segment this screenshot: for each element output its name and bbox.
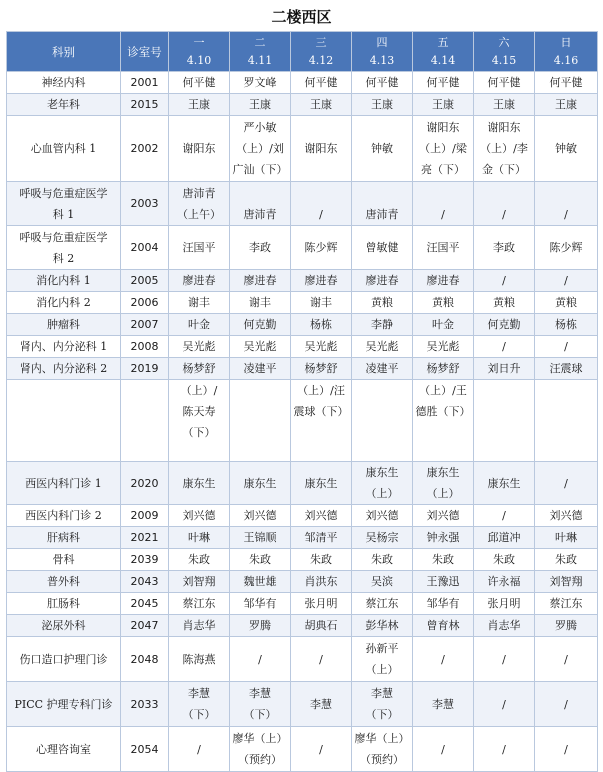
- doctor-cell: 朱政: [169, 549, 230, 571]
- doctor-cell: 刘日升: [474, 358, 535, 380]
- doctor-cell: 叶琳: [535, 527, 598, 549]
- doctor-cell: 钟敏: [535, 116, 598, 182]
- doctor-cell: 凌建平: [352, 358, 413, 380]
- header-day-wed: 三 4.12: [291, 32, 352, 72]
- doctor-cell: 黄粮: [474, 292, 535, 314]
- doctor-cell: 何平健: [291, 72, 352, 94]
- doctor-cell: 吴杨宗: [352, 527, 413, 549]
- room-cell: 2004: [121, 226, 169, 270]
- room-cell: 2043: [121, 571, 169, 593]
- doctor-cell: /: [535, 727, 598, 772]
- room-cell: 2020: [121, 462, 169, 505]
- doctor-cell: [230, 380, 291, 462]
- doctor-cell: 谢阳东: [291, 116, 352, 182]
- dept-cell: 西医内科门诊 1: [7, 462, 121, 505]
- doctor-cell: 孙新平 （上）: [352, 637, 413, 682]
- doctor-cell: 汪震球: [535, 358, 598, 380]
- doctor-cell: 王康: [413, 94, 474, 116]
- doctor-cell: 谢丰: [291, 292, 352, 314]
- table-row: [7, 94, 598, 116]
- table-row: [7, 571, 598, 593]
- room-cell: 2021: [121, 527, 169, 549]
- doctor-cell: 邱道冲: [474, 527, 535, 549]
- doctor-cell: 刘兴德: [535, 505, 598, 527]
- doctor-cell: 李慧: [413, 682, 474, 727]
- doctor-cell: 杨梦舒: [291, 358, 352, 380]
- schedule-table: [6, 31, 598, 772]
- room-cell: 2007: [121, 314, 169, 336]
- doctor-cell: 谢丰: [169, 292, 230, 314]
- doctor-cell: 吴光彪: [291, 336, 352, 358]
- doctor-cell: 康东生: [230, 462, 291, 505]
- doctor-cell: 叶金: [413, 314, 474, 336]
- table-row: [7, 292, 598, 314]
- room-cell: 2005: [121, 270, 169, 292]
- doctor-cell: 凌建平: [230, 358, 291, 380]
- doctor-cell: /: [474, 182, 535, 226]
- doctor-cell: 罗腾: [535, 615, 598, 637]
- doctor-cell: 吴光彪: [169, 336, 230, 358]
- doctor-cell: 康东生 （上）: [413, 462, 474, 505]
- doctor-cell: 唐沛青 （上午）: [169, 182, 230, 226]
- table-row: [7, 358, 598, 380]
- doctor-cell: [352, 380, 413, 462]
- table-row: [7, 549, 598, 571]
- doctor-cell: 唐沛青: [230, 182, 291, 226]
- header-row: [7, 32, 598, 72]
- doctor-cell: 李慧 （下）: [230, 682, 291, 727]
- table-row: [7, 682, 598, 727]
- room-cell: 2001: [121, 72, 169, 94]
- doctor-cell: /: [169, 727, 230, 772]
- room-cell: 2006: [121, 292, 169, 314]
- room-cell: [121, 380, 169, 462]
- doctor-cell: 刘兴德: [413, 505, 474, 527]
- doctor-cell: 陈海燕: [169, 637, 230, 682]
- doctor-cell: 杨栋: [291, 314, 352, 336]
- room-cell: 2045: [121, 593, 169, 615]
- doctor-cell: /: [291, 727, 352, 772]
- header-day-tue: 二 4.11: [230, 32, 291, 72]
- doctor-cell: （上）/ 陈天寿 （下）: [169, 380, 230, 462]
- doctor-cell: 何平健: [413, 72, 474, 94]
- room-cell: 2047: [121, 615, 169, 637]
- table-row: [7, 380, 598, 462]
- dept-cell: 伤口造口护理门诊: [7, 637, 121, 682]
- table-row: [7, 336, 598, 358]
- dept-cell: 肾内、内分泌科 2: [7, 358, 121, 380]
- doctor-cell: /: [413, 182, 474, 226]
- room-cell: 2002: [121, 116, 169, 182]
- dept-cell: 心理咨询室: [7, 727, 121, 772]
- doctor-cell: 李慧: [291, 682, 352, 727]
- doctor-cell: /: [535, 637, 598, 682]
- dept-cell: [7, 380, 121, 462]
- doctor-cell: /: [474, 637, 535, 682]
- doctor-cell: 廖华（上） （预约）: [230, 727, 291, 772]
- table-row: [7, 72, 598, 94]
- doctor-cell: /: [474, 682, 535, 727]
- doctor-cell: 康东生 （上）: [352, 462, 413, 505]
- doctor-cell: 邹华有: [413, 593, 474, 615]
- table-row: [7, 527, 598, 549]
- doctor-cell: 刘智翔: [535, 571, 598, 593]
- doctor-cell: 李慧 （下）: [352, 682, 413, 727]
- doctor-cell: 黄粮: [413, 292, 474, 314]
- dept-cell: 肿瘤科: [7, 314, 121, 336]
- header-day-fri: 五 4.14: [413, 32, 474, 72]
- doctor-cell: 谢阳东: [169, 116, 230, 182]
- dept-cell: 神经内科: [7, 72, 121, 94]
- doctor-cell: 严小敏 （上）/刘 广汕（下）: [230, 116, 291, 182]
- table-row: [7, 615, 598, 637]
- room-cell: 2039: [121, 549, 169, 571]
- doctor-cell: 刘兴德: [291, 505, 352, 527]
- dept-cell: 骨科: [7, 549, 121, 571]
- page-title: 二楼西区: [271, 8, 332, 26]
- header-day-mon: 一 4.10: [169, 32, 230, 72]
- room-cell: 2015: [121, 94, 169, 116]
- doctor-cell: 张月明: [291, 593, 352, 615]
- room-cell: 2003: [121, 182, 169, 226]
- doctor-cell: 朱政: [413, 549, 474, 571]
- doctor-cell: （上）/汪 震球（下）: [291, 380, 352, 462]
- doctor-cell: 何平健: [352, 72, 413, 94]
- doctor-cell: 叶金: [169, 314, 230, 336]
- doctor-cell: （上）/王 德胜（下）: [413, 380, 474, 462]
- doctor-cell: 肖志华: [169, 615, 230, 637]
- doctor-cell: 吴滨: [352, 571, 413, 593]
- doctor-cell: 廖进春: [291, 270, 352, 292]
- dept-cell: 呼吸与危重症医学 科 1: [7, 182, 121, 226]
- doctor-cell: [535, 380, 598, 462]
- doctor-cell: 蔡江东: [535, 593, 598, 615]
- doctor-cell: /: [291, 182, 352, 226]
- table-row: [7, 314, 598, 336]
- table-row: [7, 505, 598, 527]
- dept-cell: 肝病科: [7, 527, 121, 549]
- room-cell: 2008: [121, 336, 169, 358]
- doctor-cell: 何平健: [535, 72, 598, 94]
- table-row: [7, 226, 598, 270]
- doctor-cell: 何克勤: [230, 314, 291, 336]
- doctor-cell: 肖志华: [474, 615, 535, 637]
- header-day-sat: 六 4.15: [474, 32, 535, 72]
- dept-cell: 消化内科 1: [7, 270, 121, 292]
- header-day-sun: 日 4.16: [535, 32, 598, 72]
- doctor-cell: 黄粮: [535, 292, 598, 314]
- table-row: [7, 727, 598, 772]
- doctor-cell: 吴光彪: [413, 336, 474, 358]
- doctor-cell: /: [535, 462, 598, 505]
- doctor-cell: 曾敏健: [352, 226, 413, 270]
- header-day-thu: 四 4.13: [352, 32, 413, 72]
- doctor-cell: 谢丰: [230, 292, 291, 314]
- header-room: 诊室号: [121, 32, 169, 72]
- dept-cell: 西医内科门诊 2: [7, 505, 121, 527]
- dept-cell: 老年科: [7, 94, 121, 116]
- doctor-cell: 谢阳东 （上）/李 金（下）: [474, 116, 535, 182]
- dept-cell: 呼吸与危重症医学 科 2: [7, 226, 121, 270]
- doctor-cell: /: [474, 727, 535, 772]
- doctor-cell: 吴光彪: [352, 336, 413, 358]
- doctor-cell: 蔡江东: [169, 593, 230, 615]
- doctor-cell: 唐沛青: [352, 182, 413, 226]
- doctor-cell: 刘智翔: [169, 571, 230, 593]
- doctor-cell: 朱政: [230, 549, 291, 571]
- doctor-cell: 何克勤: [474, 314, 535, 336]
- doctor-cell: /: [474, 505, 535, 527]
- doctor-cell: 李静: [352, 314, 413, 336]
- doctor-cell: 汪国平: [413, 226, 474, 270]
- doctor-cell: 蔡江东: [352, 593, 413, 615]
- doctor-cell: 黄粮: [352, 292, 413, 314]
- doctor-cell: 钟永强: [413, 527, 474, 549]
- doctor-cell: /: [535, 682, 598, 727]
- doctor-cell: 李政: [474, 226, 535, 270]
- doctor-cell: 胡典石: [291, 615, 352, 637]
- doctor-cell: /: [413, 637, 474, 682]
- table-row: [7, 637, 598, 682]
- doctor-cell: 朱政: [352, 549, 413, 571]
- table-row: [7, 182, 598, 226]
- doctor-cell: 邹华有: [230, 593, 291, 615]
- doctor-cell: 王康: [169, 94, 230, 116]
- room-cell: 2019: [121, 358, 169, 380]
- doctor-cell: 王豫迅: [413, 571, 474, 593]
- doctor-cell: 何平健: [169, 72, 230, 94]
- doctor-cell: 李政: [230, 226, 291, 270]
- doctor-cell: 罗文峰: [230, 72, 291, 94]
- dept-cell: 肛肠科: [7, 593, 121, 615]
- doctor-cell: 陈少辉: [291, 226, 352, 270]
- doctor-cell: 曾育林: [413, 615, 474, 637]
- doctor-cell: /: [230, 637, 291, 682]
- doctor-cell: /: [474, 336, 535, 358]
- doctor-cell: /: [535, 336, 598, 358]
- doctor-cell: 廖华（上） （预约）: [352, 727, 413, 772]
- doctor-cell: 谢阳东 （上）/梁 亮（下）: [413, 116, 474, 182]
- doctor-cell: 杨梦舒: [413, 358, 474, 380]
- doctor-cell: 叶琳: [169, 527, 230, 549]
- dept-cell: PICC 护理专科门诊: [7, 682, 121, 727]
- doctor-cell: 王康: [535, 94, 598, 116]
- header-dept: 科别: [7, 32, 121, 72]
- table-row: [7, 270, 598, 292]
- room-cell: 2033: [121, 682, 169, 727]
- doctor-cell: 王康: [474, 94, 535, 116]
- doctor-cell: 朱政: [535, 549, 598, 571]
- doctor-cell: 廖进春: [413, 270, 474, 292]
- doctor-cell: 朱政: [291, 549, 352, 571]
- doctor-cell: 张月明: [474, 593, 535, 615]
- table-row: [7, 593, 598, 615]
- doctor-cell: 廖进春: [169, 270, 230, 292]
- dept-cell: 消化内科 2: [7, 292, 121, 314]
- doctor-cell: 刘兴德: [352, 505, 413, 527]
- doctor-cell: 钟敏: [352, 116, 413, 182]
- doctor-cell: 许永福: [474, 571, 535, 593]
- dept-cell: 肾内、内分泌科 1: [7, 336, 121, 358]
- room-cell: 2054: [121, 727, 169, 772]
- doctor-cell: 李慧 （下）: [169, 682, 230, 727]
- doctor-cell: 王康: [291, 94, 352, 116]
- doctor-cell: 罗腾: [230, 615, 291, 637]
- doctor-cell: 邹清平: [291, 527, 352, 549]
- dept-cell: 普外科: [7, 571, 121, 593]
- doctor-cell: 廖进春: [352, 270, 413, 292]
- room-cell: 2048: [121, 637, 169, 682]
- doctor-cell: /: [535, 270, 598, 292]
- table-row: [7, 116, 598, 182]
- doctor-cell: 魏世雄: [230, 571, 291, 593]
- doctor-cell: 廖进春: [230, 270, 291, 292]
- doctor-cell: 杨栋: [535, 314, 598, 336]
- doctor-cell: 康东生: [291, 462, 352, 505]
- table-row: [7, 462, 598, 505]
- dept-cell: 泌尿外科: [7, 615, 121, 637]
- doctor-cell: 彭华林: [352, 615, 413, 637]
- doctor-cell: 汪国平: [169, 226, 230, 270]
- doctor-cell: /: [535, 182, 598, 226]
- doctor-cell: 康东生: [474, 462, 535, 505]
- doctor-cell: 王康: [230, 94, 291, 116]
- doctor-cell: /: [291, 637, 352, 682]
- doctor-cell: 吴光彪: [230, 336, 291, 358]
- doctor-cell: 康东生: [169, 462, 230, 505]
- doctor-cell: 王康: [352, 94, 413, 116]
- doctor-cell: [474, 380, 535, 462]
- doctor-cell: 何平健: [474, 72, 535, 94]
- doctor-cell: 刘兴德: [230, 505, 291, 527]
- dept-cell: 心血管内科 1: [7, 116, 121, 182]
- doctor-cell: 杨梦舒: [169, 358, 230, 380]
- doctor-cell: 肖洪东: [291, 571, 352, 593]
- doctor-cell: /: [474, 270, 535, 292]
- doctor-cell: 王锦顺: [230, 527, 291, 549]
- room-cell: 2009: [121, 505, 169, 527]
- doctor-cell: 陈少辉: [535, 226, 598, 270]
- doctor-cell: 朱政: [474, 549, 535, 571]
- doctor-cell: /: [413, 727, 474, 772]
- doctor-cell: 刘兴德: [169, 505, 230, 527]
